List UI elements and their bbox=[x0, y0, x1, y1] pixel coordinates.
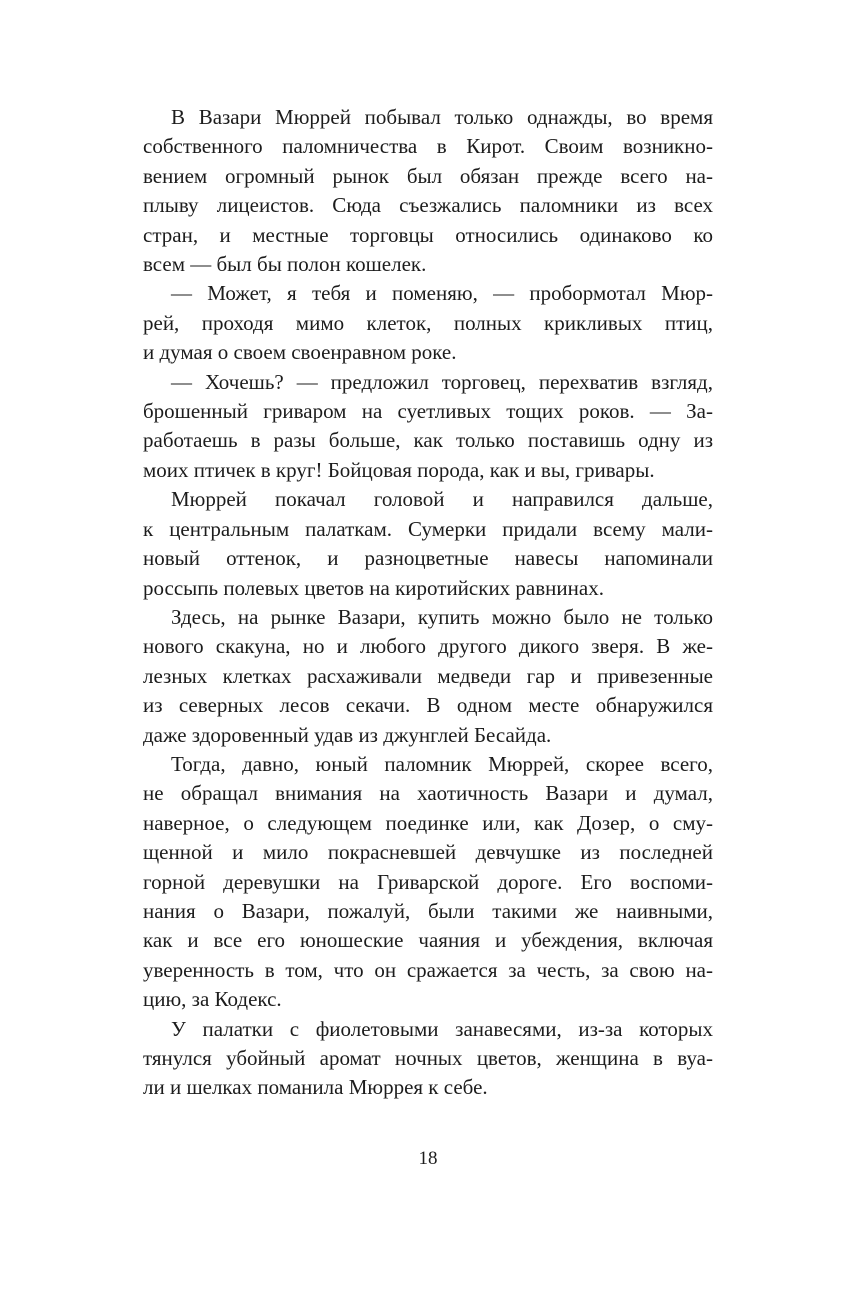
paragraph bbox=[143, 750, 713, 1015]
text-line: россыпь полевых цветов на киротийских равнинах. bbox=[143, 575, 604, 600]
text-line: моих птичек в круг! Бойцовая порода, как и вы, гривары. bbox=[143, 457, 655, 482]
text-line: работаешь в разы больше, как только поставишь одну из bbox=[143, 428, 713, 453]
text-block bbox=[143, 103, 713, 1103]
text-line: Мюррей покачал головой и направился дальше, bbox=[171, 487, 713, 512]
text-line: щенной и мило покрасневшей девчушке из последней bbox=[143, 840, 713, 865]
text-line: ли и шелках поманила Мюррея к себе. bbox=[143, 1075, 488, 1100]
text-line: — Хочешь? — предложил торговец, перехватив взгляд, bbox=[171, 369, 713, 394]
text-line: вением огромный рынок был обязан прежде всего на- bbox=[143, 163, 713, 188]
text-line: новый оттенок, и разноцветные навесы напоминали bbox=[143, 546, 713, 571]
text-line: и думая о своем своенравном роке. bbox=[143, 340, 457, 365]
text-line: У палатки с фиолетовыми занавесями, из-за которых bbox=[171, 1016, 713, 1041]
paragraph bbox=[143, 279, 713, 367]
paragraph bbox=[143, 103, 713, 279]
text-line: собственного паломничества в Кирот. Своим возникно- bbox=[143, 134, 713, 159]
text-line: стран, и местные торговцы относились одинаково ко bbox=[143, 222, 713, 247]
text-line: как и все его юношеские чаяния и убеждения, включая bbox=[143, 928, 713, 953]
page-number: 18 bbox=[418, 1148, 438, 1169]
text-line: нания о Вазари, пожалуй, были такими же наивными, bbox=[143, 898, 713, 923]
paragraph bbox=[143, 485, 713, 603]
text-line: нового скакуна, но и любого другого дикого зверя. В же- bbox=[143, 634, 713, 659]
text-line: Тогда, давно, юный паломник Мюррей, скорее всего, bbox=[171, 751, 713, 776]
text-line: — Может, я тебя и поменяю, — пробормотал Мюр- bbox=[171, 281, 713, 306]
text-line: из северных лесов секачи. В одном месте обнаружился bbox=[143, 693, 713, 718]
text-line: тянулся убойный аромат ночных цветов, женщина в вуа- bbox=[143, 1046, 713, 1070]
text-line: горной деревушки на Гриварской дороге. Его воспоми- bbox=[143, 869, 713, 894]
text-line: к центральным палаткам. Сумерки придали всему мали- bbox=[143, 516, 713, 541]
paragraph bbox=[143, 1015, 713, 1103]
text-line: В Вазари Мюррей побывал только однажды, во время bbox=[171, 105, 713, 129]
paragraph bbox=[143, 603, 713, 750]
text-line: рей, проходя мимо клеток, полных крикливых птиц, bbox=[143, 310, 713, 335]
paragraph bbox=[143, 368, 713, 486]
text-line: всем — был бы полон кошелек. bbox=[143, 252, 427, 277]
text-line: Здесь, на рынке Вазари, купить можно было не только bbox=[171, 604, 713, 629]
text-line: наверное, о следующем поединке или, как Дозер, о сму- bbox=[143, 810, 713, 835]
text-line: плыву лицеистов. Сюда съезжались паломники из всех bbox=[143, 193, 713, 218]
text-line: уверенность в том, что он сражается за честь, за свою на- bbox=[143, 957, 713, 982]
text-line: не обращал внимания на хаотичность Вазари и думал, bbox=[143, 781, 713, 806]
text-line: лезных клетках расхаживали медведи гар и привезенные bbox=[143, 663, 713, 688]
text-line: брошенный гриваром на суетливых тощих роков. — За- bbox=[143, 399, 713, 424]
text-line: цию, за Кодекс. bbox=[143, 987, 282, 1012]
text-line: даже здоровенный удав из джунглей Бесайда. bbox=[143, 722, 552, 747]
